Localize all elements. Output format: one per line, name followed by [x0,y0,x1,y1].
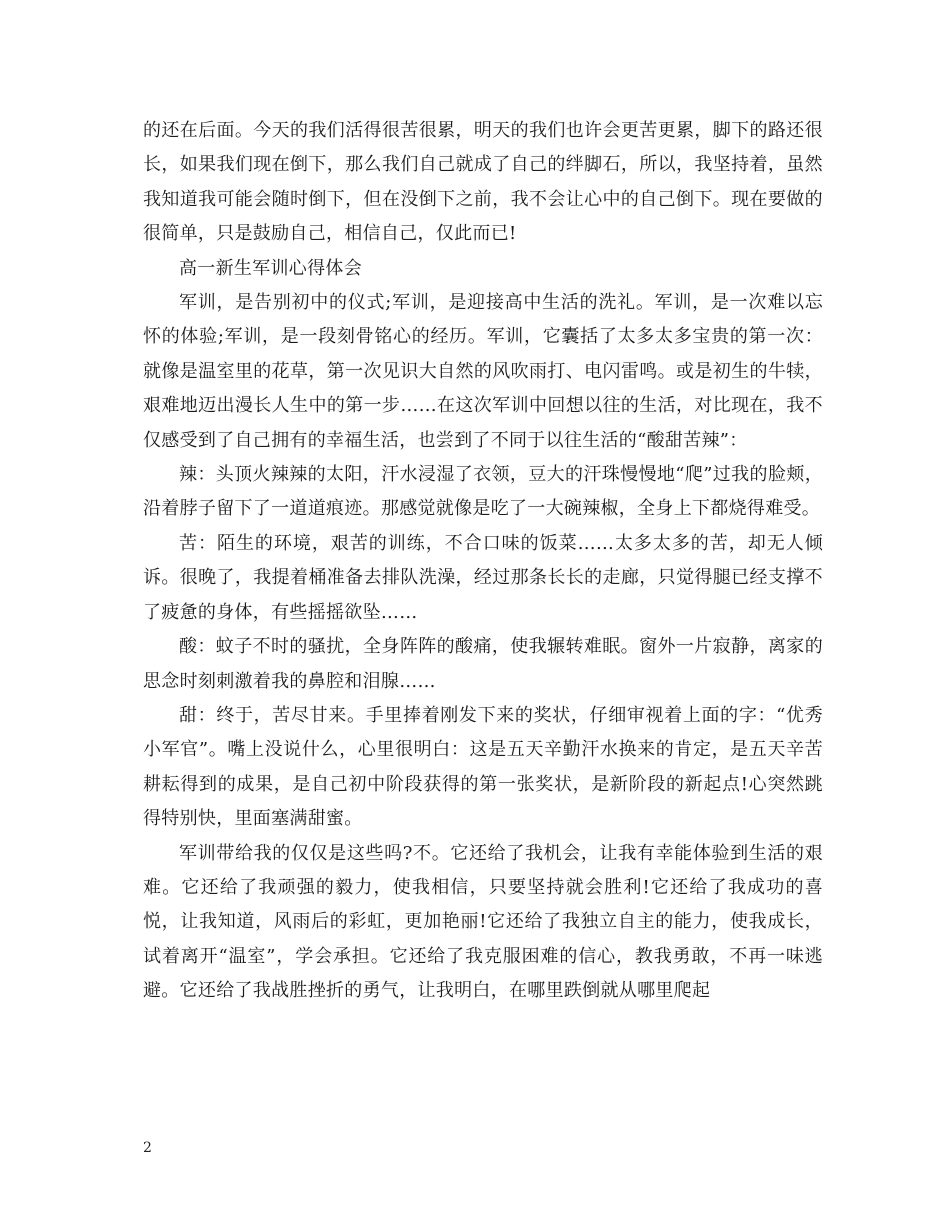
section-heading: 高一新生军训心得体会 [179,257,362,279]
paragraph-spicy: 辣：头顶火辣辣的太阳，汗水浸湿了衣领，豆大的汗珠慢慢地“爬”过我的脸颊，沿着脖子留下了一道道痕迹。那感觉就像是吃了一大碗辣椒，全身上下都烧得难受。 [143,464,823,520]
paragraph-bitter: 苦：陌生的环境，艰苦的训练，不合口味的饭菜……太多太多的苦，却无人倾诉。很晚了，我提着桶准备去排队洗澡，经过那条长长的走廊，只觉得腿已经支撑不了疲惫的身体，有些摇摇欲坠…… [143,532,823,623]
document-body [143,114,823,1009]
paragraph-sweet: 甜：终于，苦尽甘来。手里捧着刚发下来的奖状，仔细审视着上面的字：“优秀小军官”。嘴上没说什么，心里很明白：这是五天辛勤汗水换来的肯定，是五天辛苦耕耘得到的成果，是自己初中阶段获得的第一张奖状，是新阶段的新起点!心突然跳得特别快，里面塞满甜蜜。 [143,704,823,830]
page-number: 2 [143,1140,152,1156]
paragraph-conclusion: 军训带给我的仅仅是这些吗?不。它还给了我机会，让我有幸能体验到生活的艰难。它还给了我顽强的毅力，使我相信，只要坚持就会胜利!它还给了我成功的喜悦，让我知道，风雨后的彩虹，更加艳丽!它还给了我独立自主的能力，使我成长，试着离开“温室”，学会承担。它还给了我克服困难的信心，教我勇敢，不再一味逃避。它还给了我战胜挫折的勇气，让我明白，在哪里跌倒就从哪里爬起 [143,842,823,1002]
paragraph-1: 的还在后面。今天的我们活得很苦很累，明天的我们也许会更苦更累，脚下的路还很长，如果我们现在倒下，那么我们自己就成了自己的绊脚石，所以，我坚持着，虽然我知道我可能会随时倒下，但在没倒下之前，我不会让心中的自己倒下。现在要做的很简单，只是鼓励自己，相信自己，仅此而已! [143,120,823,245]
paragraph-intro: 军训，是告别初中的仪式;军训，是迎接高中生活的洗礼。军训，是一次难以忘怀的体验;军训，是一段刻骨铭心的经历。军训，它囊括了太多太多宝贵的第一次：就像是温室里的花草，第一次见识大自然的风吹雨打、电闪雷鸣。或是初生的牛犊，艰难地迈出漫长人生中的第一步……在这次军训中回想以往的生活，对比现在，我不仅感受到了自己拥有的幸福生活，也尝到了不同于以往生活的“酸甜苦辣”： [143,292,823,451]
paragraph-sour: 酸：蚊子不时的骚扰，全身阵阵的酸痛，使我辗转难眠。窗外一片寂静，离家的思念时刻刺激着我的鼻腔和泪腺…… [143,636,823,692]
